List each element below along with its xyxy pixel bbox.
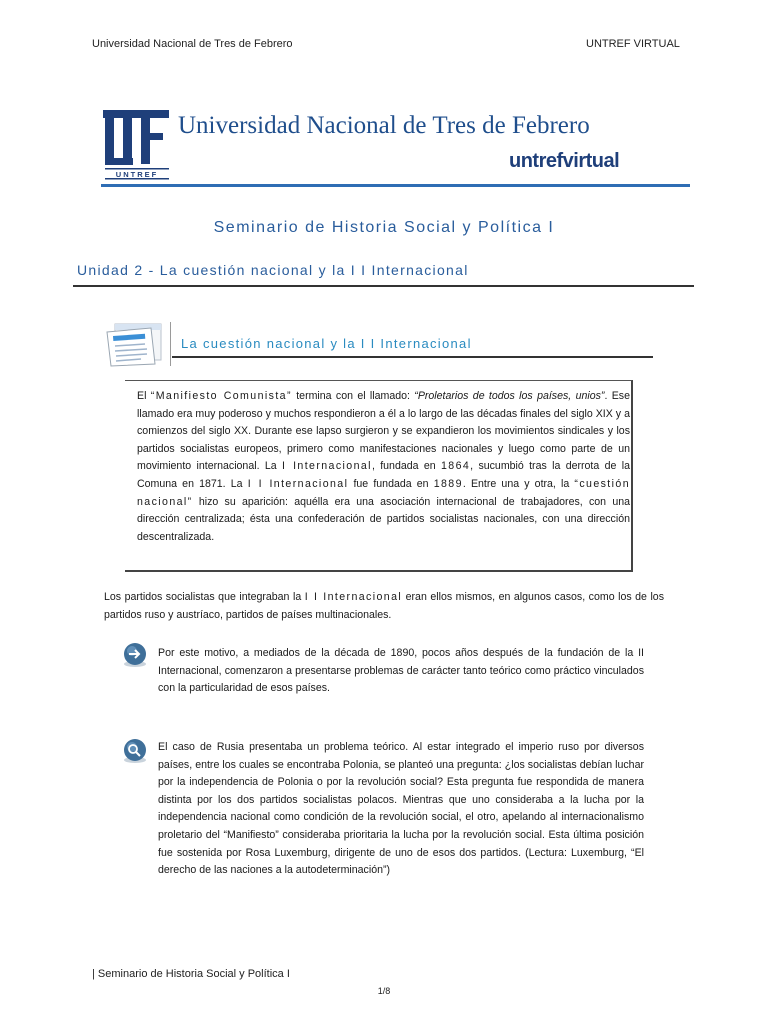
body-paragraph: Los partidos socialistas que integraban la I I Internacional eran ellos mismos, en algunos casos, como los de los partidos ruso y austríaco, partidos de países multinacionales. [104,591,665,621]
section-icon-divider [170,322,171,366]
globe-arrow-icon [121,641,149,669]
footer-course-name: | Seminario de Historia Social y Política I [92,968,290,980]
globe-search-icon [121,737,149,765]
page-number: 1/8 [377,986,391,996]
logo-mark-text: UNTREF [115,170,159,179]
untref-virtual-brand: untrefvirtual [509,150,620,172]
untref-logo-icon [103,108,171,180]
quote-text: El “Manifiesto Comunista” termina con el llamado: “Proletarios de todos los países, unios”. Ese llamado era muy poderoso y muchos respondieron a él a lo largo de las décadas finales del siglo XIX y a comienzos del siglo XX. Durante ese lapso surgieron y se expandieron los movimientos sindicales y los partidos socialistas europeos, primero como manifestaciones nacionales y luego como parte de un movimiento internacional. La I Internacional, fundada en 1864, sucumbió tras la derrota de la Comuna en 1871. La I I Internacional fue fundada en 1889. Entre una y otra, la “cuestión nacional” hizo su aparición: aquélla era una asociación internacional de trabajadores, con una dirección centralizada; ésta una confederación de partidos socialistas nacionales, con una dirección descentralizada. [137,390,630,543]
logo-divider [101,184,690,187]
bullet-text: Por este motivo, a mediados de la década de 1890, pocos años después de la fundación de la II Internacional, comenzaron a presentarse problemas de carácter tanto teórico como práctico vinculados con la particularidad de esos países. [158,647,644,695]
section-title-divider [172,356,653,358]
running-header-right: UNTREF VIRTUAL [586,38,680,50]
running-header-left: Universidad Nacional de Tres de Febrero [92,38,293,50]
seminar-title: Seminario de Historia Social y Política I [213,219,555,236]
unit-title: Unidad 2 - La cuestión nacional y la I I Internacional [77,262,469,278]
unit-title-divider [73,285,694,287]
bullet-text: El caso de Rusia presentaba un problema teórico. Al estar integrado el imperio ruso por diversos países, entre los cuales se encontraba Polonia, se planteó una pregunta: ¿los socialistas debían luchar por la independencia de Polonia o por la revolución social? Esta pregunta fue respondida de manera distinta por los dos partidos socialistas polacos. Mientras que uno consideraba a la lucha por la independencia nacional como condición de la revolución social, el otro, apelando al internacionalismo proletario del “Manifiesto” consideraba prioritaria la lucha por la revolución social. Esta última posición fue sostenida por Rosa Luxemburg, dirigente de uno de esos dos partidos. (Lectura: Luxemburg, “El derecho de las naciones a la autodeterminación”) [158,741,644,877]
university-name: Universidad Nacional de Tres de Febrero [178,112,590,139]
document-window-icon [105,322,163,368]
section-title: La cuestión nacional y la I I Internacional [181,336,472,351]
